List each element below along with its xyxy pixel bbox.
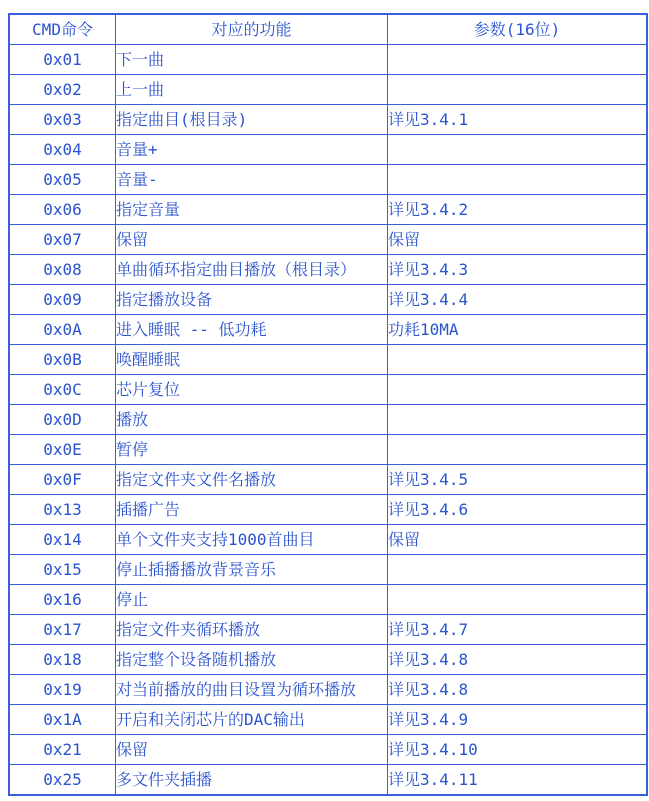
- table-row: [9, 375, 647, 405]
- cell-cmd: 0x21: [9, 735, 116, 765]
- cell-cmd: 0x03: [9, 105, 116, 135]
- cell-param: 详见3.4.4: [388, 285, 648, 315]
- cell-param: [388, 345, 648, 375]
- cell-function: 保留: [116, 225, 388, 255]
- cell-cmd: 0x14: [9, 525, 116, 555]
- table-row: [9, 405, 647, 435]
- cell-cmd: 0x16: [9, 585, 116, 615]
- table-row: [9, 495, 647, 525]
- table-row: [9, 555, 647, 585]
- cell-function: 暂停: [116, 435, 388, 465]
- table-row: [9, 765, 647, 796]
- table-row: [9, 705, 647, 735]
- cell-function: 音量-: [116, 165, 388, 195]
- cell-param: 详见3.4.3: [388, 255, 648, 285]
- cell-cmd: 0x0E: [9, 435, 116, 465]
- table-row: [9, 525, 647, 555]
- cell-function: 指定文件夹文件名播放: [116, 465, 388, 495]
- cell-function: 指定音量: [116, 195, 388, 225]
- cell-function: 对当前播放的曲目设置为循环播放: [116, 675, 388, 705]
- cell-function: 单个文件夹支持1000首曲目: [116, 525, 388, 555]
- cell-function: 唤醒睡眠: [116, 345, 388, 375]
- table-row: [9, 675, 647, 705]
- header-row: [9, 14, 647, 45]
- cell-function: 上一曲: [116, 75, 388, 105]
- cell-cmd: 0x02: [9, 75, 116, 105]
- table-row: [9, 645, 647, 675]
- cell-function: 播放: [116, 405, 388, 435]
- cell-function: 开启和关闭芯片的DAC输出: [116, 705, 388, 735]
- cell-param: 保留: [388, 525, 648, 555]
- cell-cmd: 0x09: [9, 285, 116, 315]
- cell-cmd: 0x18: [9, 645, 116, 675]
- table-row: [9, 45, 647, 75]
- cell-param: [388, 75, 648, 105]
- cell-cmd: 0x0C: [9, 375, 116, 405]
- cell-param: 详见3.4.2: [388, 195, 648, 225]
- cell-cmd: 0x07: [9, 225, 116, 255]
- cell-function: 进入睡眠 -- 低功耗: [116, 315, 388, 345]
- table-row: [9, 315, 647, 345]
- table-row: [9, 105, 647, 135]
- cell-param: [388, 405, 648, 435]
- cell-param: [388, 135, 648, 165]
- table-row: [9, 735, 647, 765]
- cell-cmd: 0x15: [9, 555, 116, 585]
- cell-param: [388, 435, 648, 465]
- cell-param: 详见3.4.8: [388, 645, 648, 675]
- cell-param: [388, 165, 648, 195]
- header-function-column: 对应的功能: [116, 14, 388, 45]
- cell-param: [388, 585, 648, 615]
- cell-cmd: 0x04: [9, 135, 116, 165]
- cell-param: 详见3.4.1: [388, 105, 648, 135]
- header-cmd-column: CMD命令: [9, 14, 116, 45]
- table-row: [9, 135, 647, 165]
- table-row: [9, 165, 647, 195]
- header-param-column: 参数(16位): [388, 14, 648, 45]
- cell-cmd: 0x17: [9, 615, 116, 645]
- cell-function: 插播广告: [116, 495, 388, 525]
- cell-param: 保留: [388, 225, 648, 255]
- table-row: [9, 195, 647, 225]
- cell-cmd: 0x06: [9, 195, 116, 225]
- cell-cmd: 0x0B: [9, 345, 116, 375]
- cell-cmd: 0x0A: [9, 315, 116, 345]
- cell-function: 下一曲: [116, 45, 388, 75]
- cell-cmd: 0x25: [9, 765, 116, 796]
- cell-param: 详见3.4.10: [388, 735, 648, 765]
- table-row: [9, 285, 647, 315]
- cell-cmd: 0x08: [9, 255, 116, 285]
- cell-param: 功耗10MA: [388, 315, 648, 345]
- table-body: [9, 45, 647, 796]
- cell-function: 指定播放设备: [116, 285, 388, 315]
- cmd-function-table: [8, 13, 648, 796]
- table-row: [9, 585, 647, 615]
- cell-param: 详见3.4.11: [388, 765, 648, 796]
- cell-function: 保留: [116, 735, 388, 765]
- cell-param: [388, 375, 648, 405]
- cell-function: 停止: [116, 585, 388, 615]
- cell-cmd: 0x19: [9, 675, 116, 705]
- table-row: [9, 435, 647, 465]
- cell-param: [388, 555, 648, 585]
- cell-function: 指定文件夹循环播放: [116, 615, 388, 645]
- cell-cmd: 0x1A: [9, 705, 116, 735]
- table-row: [9, 225, 647, 255]
- cell-function: 多文件夹插播: [116, 765, 388, 796]
- cell-function: 指定曲目(根目录): [116, 105, 388, 135]
- cell-function: 停止插播播放背景音乐: [116, 555, 388, 585]
- cell-cmd: 0x0F: [9, 465, 116, 495]
- cell-param: 详见3.4.7: [388, 615, 648, 645]
- cell-cmd: 0x0D: [9, 405, 116, 435]
- table-row: [9, 615, 647, 645]
- cell-param: 详见3.4.8: [388, 675, 648, 705]
- cell-function: 芯片复位: [116, 375, 388, 405]
- table-row: [9, 345, 647, 375]
- table-header: [9, 14, 647, 45]
- cell-function: 单曲循环指定曲目播放（根目录）: [116, 255, 388, 285]
- cell-param: [388, 45, 648, 75]
- cell-cmd: 0x13: [9, 495, 116, 525]
- cell-param: 详见3.4.6: [388, 495, 648, 525]
- table-row: [9, 75, 647, 105]
- cell-function: 音量+: [116, 135, 388, 165]
- cell-cmd: 0x01: [9, 45, 116, 75]
- table-row: [9, 465, 647, 495]
- cell-param: 详见3.4.5: [388, 465, 648, 495]
- table-row: [9, 255, 647, 285]
- cell-param: 详见3.4.9: [388, 705, 648, 735]
- cell-cmd: 0x05: [9, 165, 116, 195]
- cell-function: 指定整个设备随机播放: [116, 645, 388, 675]
